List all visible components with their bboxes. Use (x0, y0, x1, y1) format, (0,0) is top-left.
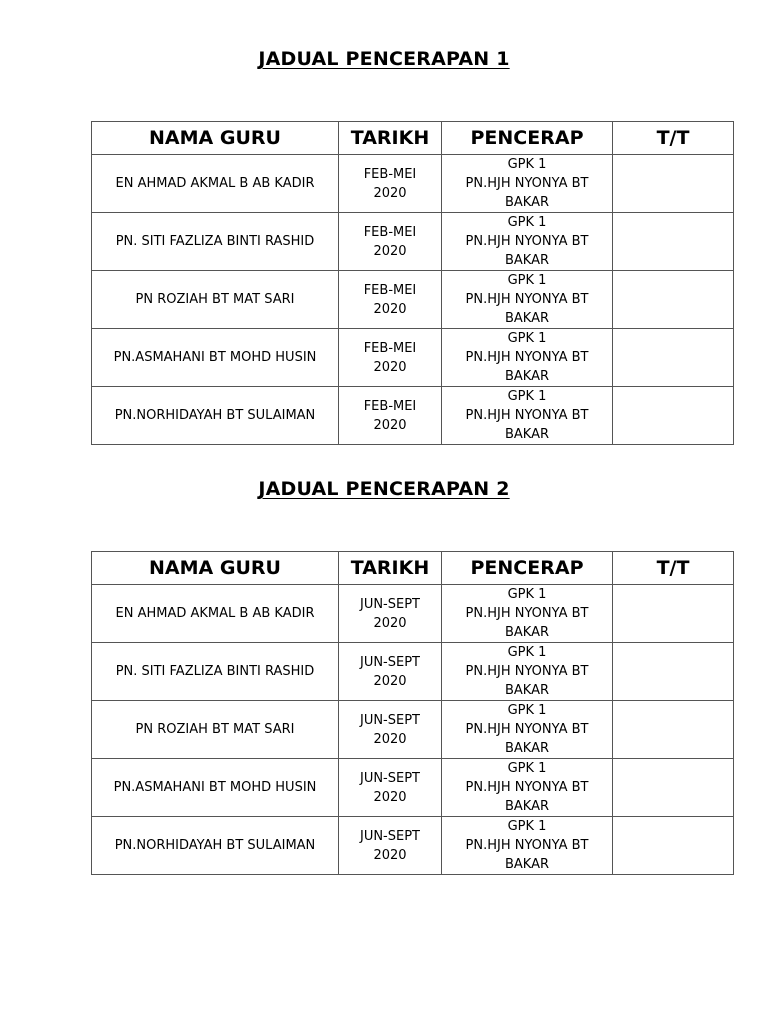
cell-nama-guru: PN. SITI FAZLIZA BINTI RASHID (92, 213, 339, 271)
header-pencerap: PENCERAP (442, 122, 613, 155)
table-row (92, 387, 734, 445)
tarikh-period: FEB-MEI (363, 340, 417, 356)
table2-body (92, 585, 734, 875)
header-pencerap: PENCERAP (442, 552, 613, 585)
pencerap-role: GPK 1 (507, 157, 547, 172)
table-row (92, 585, 734, 643)
table-row (92, 643, 734, 701)
cell-pencerap (442, 213, 613, 271)
pencerap-role: GPK 1 (507, 587, 547, 602)
table-row (92, 271, 734, 329)
cell-nama-guru: PN ROZIAH BT MAT SARI (92, 701, 339, 759)
pencerap-role: GPK 1 (507, 215, 547, 230)
pencerap-name-line2: BAKAR (504, 369, 550, 384)
pencerap-name-line2: BAKAR (504, 311, 550, 326)
tarikh-year: 2020 (373, 673, 407, 689)
pencerap-name-line1: PN.HJH NYONYA BT (465, 350, 589, 365)
header-tt: T/T (613, 122, 734, 155)
cell-tt[interactable] (613, 759, 734, 817)
cell-tarikh (339, 643, 442, 701)
pencerap-name-line2: BAKAR (504, 857, 550, 872)
cell-pencerap (442, 759, 613, 817)
cell-tt[interactable] (613, 387, 734, 445)
pencerap-name-line2: BAKAR (504, 799, 550, 814)
tarikh-year: 2020 (373, 301, 407, 317)
tarikh-period: FEB-MEI (363, 224, 417, 240)
tarikh-year: 2020 (373, 185, 407, 201)
table1-title: JADUAL PENCERAPAN 1 (258, 48, 510, 70)
table1-body (92, 155, 734, 445)
cell-nama-guru: EN AHMAD AKMAL B AB KADIR (92, 585, 339, 643)
pencerap-role: GPK 1 (507, 703, 547, 718)
pencerap-role: GPK 1 (507, 331, 547, 346)
cell-pencerap (442, 155, 613, 213)
cell-nama-guru: PN. SITI FAZLIZA BINTI RASHID (92, 643, 339, 701)
table-row (92, 155, 734, 213)
cell-tt[interactable] (613, 213, 734, 271)
cell-nama-guru: PN ROZIAH BT MAT SARI (92, 271, 339, 329)
tarikh-period: FEB-MEI (363, 282, 417, 298)
tarikh-period: JUN-SEPT (359, 596, 420, 612)
cell-tt[interactable] (613, 643, 734, 701)
pencerap-name-line1: PN.HJH NYONYA BT (465, 234, 589, 249)
table-row (92, 759, 734, 817)
tarikh-period: FEB-MEI (363, 166, 417, 182)
table-header-row (92, 122, 734, 155)
pencerap-name-line2: BAKAR (504, 683, 550, 698)
tarikh-period: FEB-MEI (363, 398, 417, 414)
cell-tarikh (339, 271, 442, 329)
cell-pencerap (442, 271, 613, 329)
pencerap-name-line2: BAKAR (504, 195, 550, 210)
cell-tarikh (339, 701, 442, 759)
cell-tarikh (339, 155, 442, 213)
pencerap-name-line2: BAKAR (504, 741, 550, 756)
header-nama-guru: NAMA GURU (92, 122, 339, 155)
cell-tarikh (339, 329, 442, 387)
cell-pencerap (442, 643, 613, 701)
pencerap-name-line1: PN.HJH NYONYA BT (465, 664, 589, 679)
pencerap-role: GPK 1 (507, 273, 547, 288)
tarikh-year: 2020 (373, 731, 407, 747)
pencerap-role: GPK 1 (507, 819, 547, 834)
tarikh-year: 2020 (373, 243, 407, 259)
cell-tarikh (339, 759, 442, 817)
tarikh-year: 2020 (373, 789, 407, 805)
header-tarikh: TARIKH (339, 122, 442, 155)
cell-tt[interactable] (613, 701, 734, 759)
pencerap-role: GPK 1 (507, 761, 547, 776)
tarikh-period: JUN-SEPT (359, 770, 420, 786)
tarikh-year: 2020 (373, 615, 407, 631)
header-nama-guru: NAMA GURU (92, 552, 339, 585)
schedule-table-1 (91, 121, 734, 445)
pencerap-name-line1: PN.HJH NYONYA BT (465, 408, 589, 423)
cell-nama-guru: PN.NORHIDAYAH BT SULAIMAN (92, 817, 339, 875)
table-row (92, 817, 734, 875)
cell-tt[interactable] (613, 329, 734, 387)
header-tarikh: TARIKH (339, 552, 442, 585)
tarikh-year: 2020 (373, 417, 407, 433)
cell-pencerap (442, 817, 613, 875)
tarikh-period: JUN-SEPT (359, 828, 420, 844)
cell-pencerap (442, 701, 613, 759)
pencerap-name-line1: PN.HJH NYONYA BT (465, 292, 589, 307)
cell-nama-guru: PN.NORHIDAYAH BT SULAIMAN (92, 387, 339, 445)
cell-tt[interactable] (613, 155, 734, 213)
table-header-row (92, 552, 734, 585)
cell-tt[interactable] (613, 271, 734, 329)
cell-nama-guru: PN.ASMAHANI BT MOHD HUSIN (92, 329, 339, 387)
pencerap-name-line2: BAKAR (504, 253, 550, 268)
cell-tarikh (339, 585, 442, 643)
tarikh-year: 2020 (373, 847, 407, 863)
pencerap-name-line1: PN.HJH NYONYA BT (465, 176, 589, 191)
table-row (92, 213, 734, 271)
cell-tarikh (339, 387, 442, 445)
pencerap-role: GPK 1 (507, 389, 547, 404)
cell-pencerap (442, 329, 613, 387)
header-tt: T/T (613, 552, 734, 585)
cell-tarikh (339, 817, 442, 875)
table-row (92, 701, 734, 759)
cell-tt[interactable] (613, 817, 734, 875)
table-row (92, 329, 734, 387)
pencerap-name-line1: PN.HJH NYONYA BT (465, 838, 589, 853)
table2-title: JADUAL PENCERAPAN 2 (258, 478, 510, 500)
tarikh-period: JUN-SEPT (359, 712, 420, 728)
tarikh-year: 2020 (373, 359, 407, 375)
pencerap-role: GPK 1 (507, 645, 547, 660)
pencerap-name-line1: PN.HJH NYONYA BT (465, 606, 589, 621)
pencerap-name-line2: BAKAR (504, 625, 550, 640)
tarikh-period: JUN-SEPT (359, 654, 420, 670)
cell-pencerap (442, 387, 613, 445)
pencerap-name-line2: BAKAR (504, 427, 550, 442)
pencerap-name-line1: PN.HJH NYONYA BT (465, 722, 589, 737)
cell-nama-guru: EN AHMAD AKMAL B AB KADIR (92, 155, 339, 213)
schedule-table-2 (91, 551, 734, 875)
cell-pencerap (442, 585, 613, 643)
cell-tt[interactable] (613, 585, 734, 643)
cell-nama-guru: PN.ASMAHANI BT MOHD HUSIN (92, 759, 339, 817)
pencerap-name-line1: PN.HJH NYONYA BT (465, 780, 589, 795)
cell-tarikh (339, 213, 442, 271)
